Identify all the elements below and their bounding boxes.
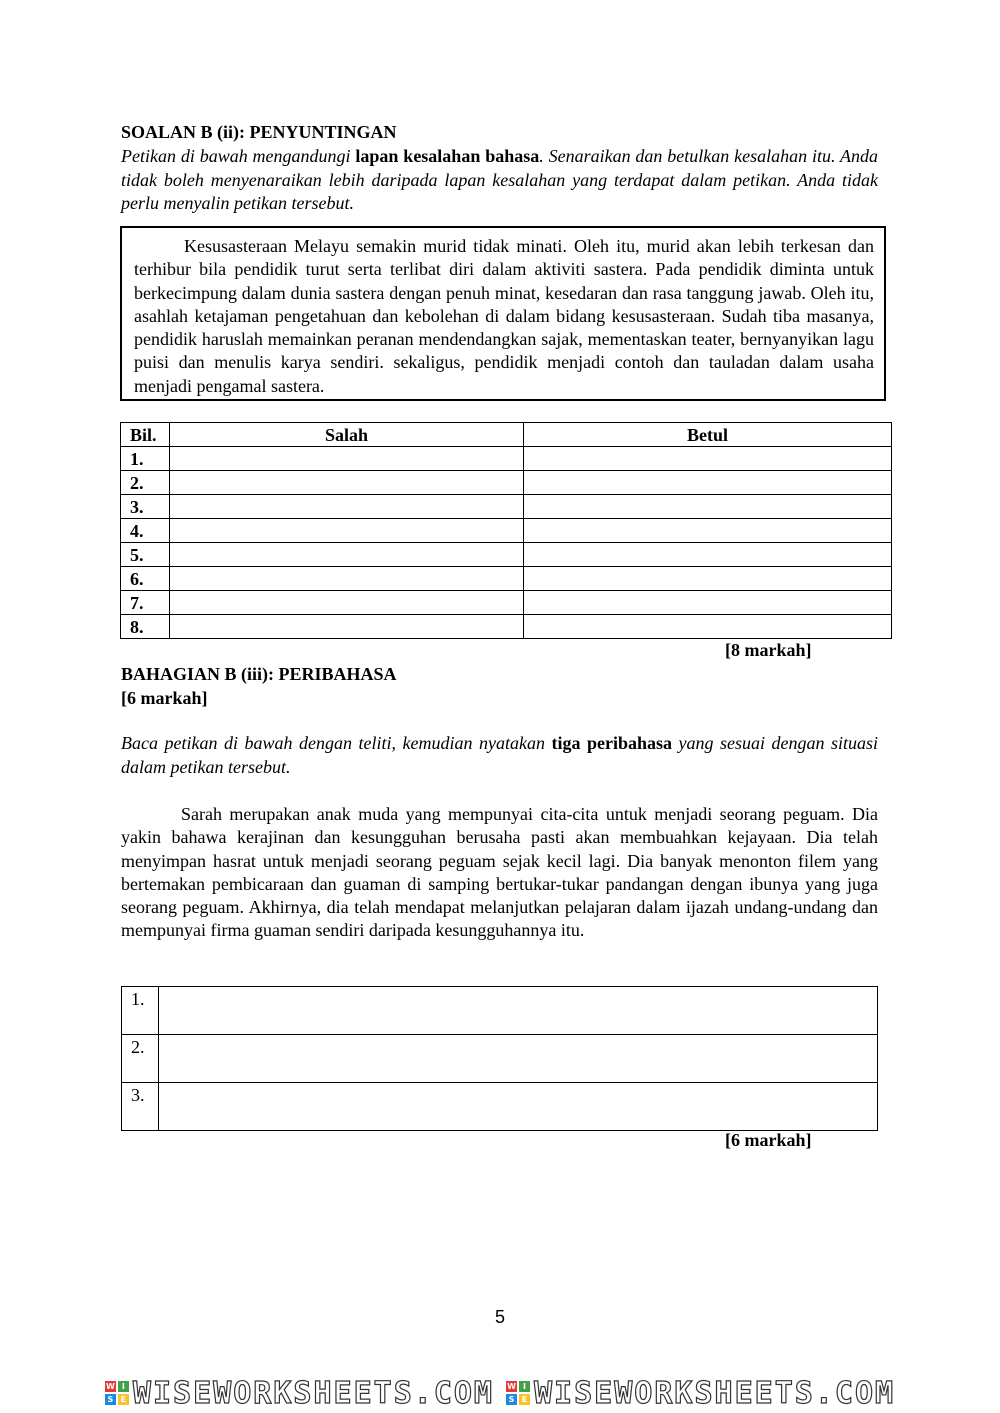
answer-number: 3. bbox=[122, 1083, 159, 1131]
salah-cell[interactable] bbox=[170, 567, 524, 591]
table-row bbox=[121, 471, 892, 495]
logo-letter: E bbox=[519, 1394, 530, 1405]
betul-cell[interactable] bbox=[524, 567, 892, 591]
answer-row bbox=[122, 1083, 878, 1131]
section-b2-instruction: Petikan di bawah mengandungi lapan kesalahan bahasa. Senaraikan dan betulkan kesalahan itu. Anda tidak boleh menyenaraikan lebih daripada lapan kesalahan yang terdapat dalam petikan. Anda tidak perlu menyalin petikan tersebut. bbox=[121, 146, 878, 213]
answer-cell[interactable] bbox=[159, 987, 878, 1035]
table-row bbox=[121, 495, 892, 519]
watermark-text: WISEWORKSHEETS.COM bbox=[534, 1375, 896, 1411]
betul-cell[interactable] bbox=[524, 471, 892, 495]
answer-row bbox=[122, 1035, 878, 1083]
logo-letter: E bbox=[118, 1394, 129, 1405]
editing-passage: Kesusasteraan Melayu semakin murid tidak minati. Oleh itu, murid akan lebih terkesan dan terhibur bila pendidik turut serta terlibat diri dalam aktiviti sastera. Pada pendidik diminta untuk berkecimpung dalam dunia sastera dengan penuh minat, kesedaran dan rasa tanggung jawab. Oleh itu, asahlah ketajaman pengetahuan dan kebolehan di dalam bidang kesusasteraan. Sudah tiba masanya, pendidik haruslah memainkan peranan mendendangkan sajak, mementaskan teater, bernyanyikan lagu puisi dan menulis karya sendiri. sekaligus, pendidik menjadi contoh dan tauladan dalam usaha menjadi pengamal sastera. bbox=[134, 236, 874, 396]
row-number: 5. bbox=[121, 543, 170, 567]
logo-letter: S bbox=[506, 1394, 517, 1405]
betul-cell[interactable] bbox=[524, 543, 892, 567]
table-row bbox=[121, 519, 892, 543]
logo-letter: I bbox=[519, 1381, 530, 1392]
logo-letter: S bbox=[105, 1394, 116, 1405]
section-b2-heading: SOALAN B (ii): PENYUNTINGAN bbox=[121, 122, 397, 142]
answer-number: 2. bbox=[122, 1035, 159, 1083]
editing-passage-box bbox=[120, 226, 886, 401]
proverb-answer-table bbox=[121, 986, 878, 1131]
section-b3-heading: BAHAGIAN B (iii): PERIBAHASA bbox=[121, 664, 397, 684]
betul-cell[interactable] bbox=[524, 591, 892, 615]
table-row bbox=[121, 543, 892, 567]
logo-letter: W bbox=[507, 1382, 516, 1391]
betul-cell[interactable] bbox=[524, 495, 892, 519]
row-number: 6. bbox=[121, 567, 170, 591]
table-row bbox=[121, 615, 892, 639]
salah-cell[interactable] bbox=[170, 543, 524, 567]
logo-icon bbox=[506, 1381, 530, 1405]
row-number: 1. bbox=[121, 447, 170, 471]
answer-cell[interactable] bbox=[159, 1083, 878, 1131]
row-number: 7. bbox=[121, 591, 170, 615]
watermark-footer bbox=[0, 1373, 1000, 1413]
col-header-salah: Salah bbox=[170, 423, 524, 447]
row-number: 2. bbox=[121, 471, 170, 495]
answer-row bbox=[122, 987, 878, 1035]
salah-cell[interactable] bbox=[170, 615, 524, 639]
logo-letter: W bbox=[105, 1382, 115, 1391]
row-number: 4. bbox=[121, 519, 170, 543]
watermark-item bbox=[105, 1376, 494, 1411]
salah-cell[interactable] bbox=[170, 471, 524, 495]
salah-cell[interactable] bbox=[170, 519, 524, 543]
error-correction-table bbox=[120, 422, 892, 639]
salah-cell[interactable] bbox=[170, 447, 524, 471]
betul-cell[interactable] bbox=[524, 447, 892, 471]
answer-number: 1. bbox=[122, 987, 159, 1035]
logo-icon bbox=[105, 1381, 129, 1405]
col-header-bil: Bil. bbox=[121, 423, 170, 447]
proverb-passage-block bbox=[121, 803, 878, 943]
betul-cell[interactable] bbox=[524, 519, 892, 543]
page-number: 5 bbox=[494, 1307, 505, 1327]
watermark-item bbox=[506, 1376, 895, 1411]
section-b3-subheading: [6 markah] bbox=[121, 688, 208, 708]
row-number: 8. bbox=[121, 615, 170, 639]
section-b2-marks: [8 markah] bbox=[725, 640, 812, 660]
watermark-text: WISEWORKSHEETS.COM bbox=[132, 1375, 494, 1411]
table-row bbox=[121, 567, 892, 591]
section-b3-instruction: Baca petikan di bawah dengan teliti, kemudian nyatakan tiga peribahasa yang sesuai dengan situasi dalam petikan tersebut. bbox=[121, 733, 878, 777]
salah-cell[interactable] bbox=[170, 495, 524, 519]
salah-cell[interactable] bbox=[170, 591, 524, 615]
section-b3-marks: [6 markah] bbox=[725, 1130, 812, 1150]
table-row bbox=[121, 447, 892, 471]
proverb-passage: Sarah merupakan anak muda yang mempunyai cita-cita untuk menjadi seorang peguam. Dia yakin bahawa kerajinan dan kesungguhan berusaha pasti akan membuahkan kejayaan. Dia telah menyimpan hasrat untuk menjadi seorang peguam sejak kecil lagi. Dia banyak menonton filem yang bertemakan pembicaraan dan guaman di samping bertukar-tukar pandangan dengan ibunya yang juga seorang peguam. Akhirnya, dia telah mendapat melanjutkan pelajaran dalam ijazah undang-undang dan mempunyai firma guaman sendiri daripada kesungguhannya itu. bbox=[121, 804, 878, 941]
answer-cell[interactable] bbox=[159, 1035, 878, 1083]
col-header-betul: Betul bbox=[524, 423, 892, 447]
table-row bbox=[121, 591, 892, 615]
logo-letter: I bbox=[118, 1381, 129, 1392]
betul-cell[interactable] bbox=[524, 615, 892, 639]
row-number: 3. bbox=[121, 495, 170, 519]
